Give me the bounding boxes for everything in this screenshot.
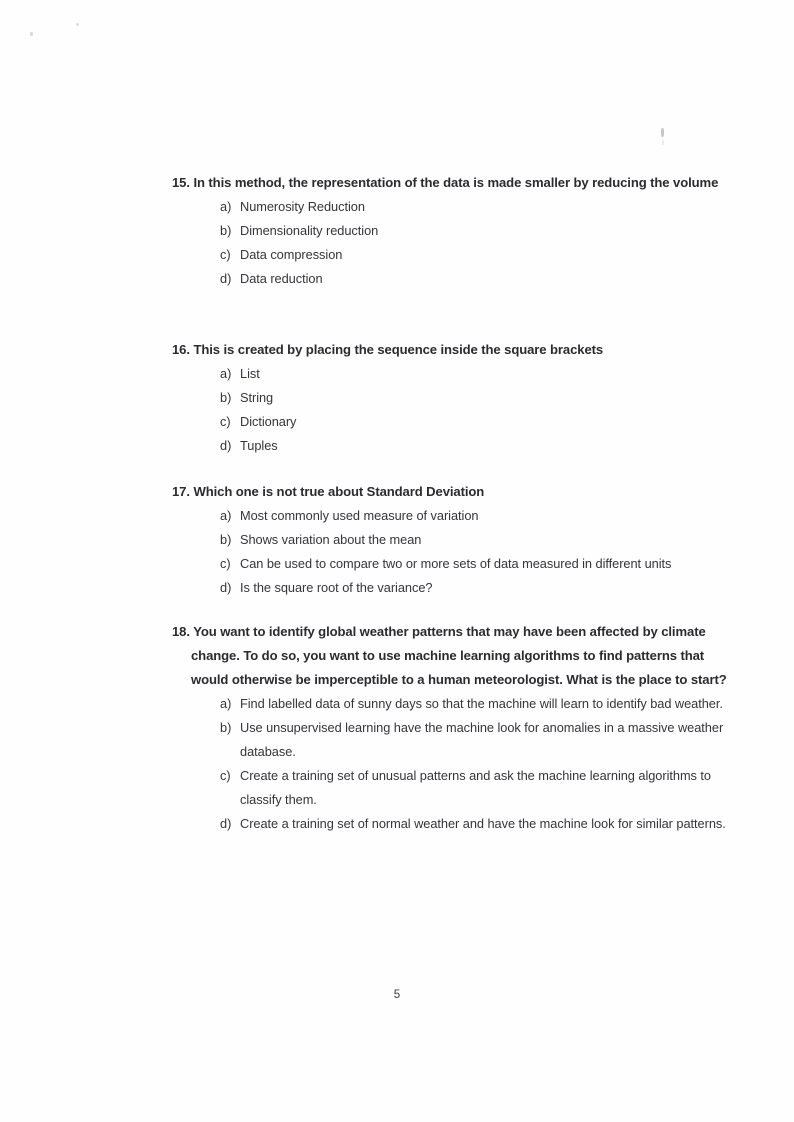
question-item-18	[172, 620, 732, 836]
scan-mark-icon	[662, 140, 664, 145]
option-item[interactable]	[172, 195, 732, 219]
question-text-15: In this method, the representation of the data is made smaller by reducing the volume	[193, 175, 719, 190]
option-list-15	[172, 195, 732, 291]
option-letter: d)	[220, 271, 232, 286]
option-item[interactable]	[172, 764, 732, 812]
option-letter: d)	[220, 580, 232, 595]
option-list-17	[172, 504, 732, 600]
scan-speck-icon	[76, 23, 79, 26]
option-item[interactable]	[172, 410, 732, 434]
option-item[interactable]	[172, 812, 732, 836]
option-letter: b)	[220, 390, 232, 405]
page-number: 5	[393, 989, 401, 1001]
question-number-18: 18.	[172, 624, 190, 639]
question-item-16	[172, 338, 732, 458]
option-text: Data compression	[240, 247, 343, 262]
option-text: Create a training set of unusual patterns and ask the machine learning algorithms to classify them.	[240, 768, 711, 807]
option-letter: d)	[220, 816, 232, 831]
option-text: Shows variation about the mean	[240, 532, 422, 547]
question-stem-18	[172, 620, 732, 692]
option-letter: a)	[220, 696, 232, 711]
question-text-16: This is created by placing the sequence inside the square brackets	[193, 342, 604, 357]
option-letter: c)	[220, 768, 231, 783]
option-text: String	[240, 390, 274, 405]
option-letter: c)	[220, 247, 231, 262]
option-letter: a)	[220, 508, 232, 523]
option-text: Find labelled data of sunny days so that the machine will learn to identify bad weather.	[240, 696, 723, 711]
option-letter: c)	[220, 414, 231, 429]
question-number-16: 16.	[172, 342, 190, 357]
option-letter: a)	[220, 199, 232, 214]
option-letter: c)	[220, 556, 231, 571]
option-text: Is the square root of the variance?	[240, 580, 433, 595]
question-number-17: 17.	[172, 484, 190, 499]
option-text: Data reduction	[240, 271, 323, 286]
option-item[interactable]	[172, 362, 732, 386]
scan-speck-icon	[30, 32, 33, 36]
option-letter: b)	[220, 532, 232, 547]
question-item-15	[172, 171, 732, 291]
question-stem-16	[172, 338, 732, 362]
option-item[interactable]	[172, 716, 732, 764]
option-letter: b)	[220, 720, 232, 735]
option-list-16	[172, 362, 732, 458]
option-text: Tuples	[240, 438, 278, 453]
question-text-17: Which one is not true about Standard Deviation	[193, 484, 485, 499]
question-text-18: You want to identify global weather patterns that may have been affected by climate change. To do so, you want to use machine learning algorithms to find patterns that would otherwise be imperceptible to a human meteorologist. What is the place to start?	[191, 624, 727, 687]
scan-mark-icon	[661, 128, 664, 137]
option-item[interactable]	[172, 504, 732, 528]
option-text: Use unsupervised learning have the machine look for anomalies in a massive weather database.	[240, 720, 724, 759]
option-list-18	[172, 692, 732, 836]
option-item[interactable]	[172, 386, 732, 410]
option-item[interactable]	[172, 576, 732, 600]
option-text: List	[240, 366, 260, 381]
option-item[interactable]	[172, 243, 732, 267]
option-item[interactable]	[172, 692, 732, 716]
option-text: Numerosity Reduction	[240, 199, 365, 214]
option-letter: d)	[220, 438, 232, 453]
question-number-15: 15.	[172, 175, 190, 190]
option-item[interactable]	[172, 434, 732, 458]
option-item[interactable]	[172, 267, 732, 291]
option-letter: b)	[220, 223, 232, 238]
option-text: Create a training set of normal weather and have the machine look for similar patterns.	[240, 816, 726, 831]
option-text: Most commonly used measure of variation	[240, 508, 479, 523]
option-text: Dimensionality reduction	[240, 223, 379, 238]
option-text: Can be used to compare two or more sets of data measured in different units	[240, 556, 672, 571]
option-item[interactable]	[172, 528, 732, 552]
question-item-17	[172, 480, 732, 600]
question-stem-15	[172, 171, 732, 195]
question-stem-17	[172, 480, 732, 504]
option-item[interactable]	[172, 219, 732, 243]
option-letter: a)	[220, 366, 232, 381]
option-item[interactable]	[172, 552, 732, 576]
option-text: Dictionary	[240, 414, 297, 429]
